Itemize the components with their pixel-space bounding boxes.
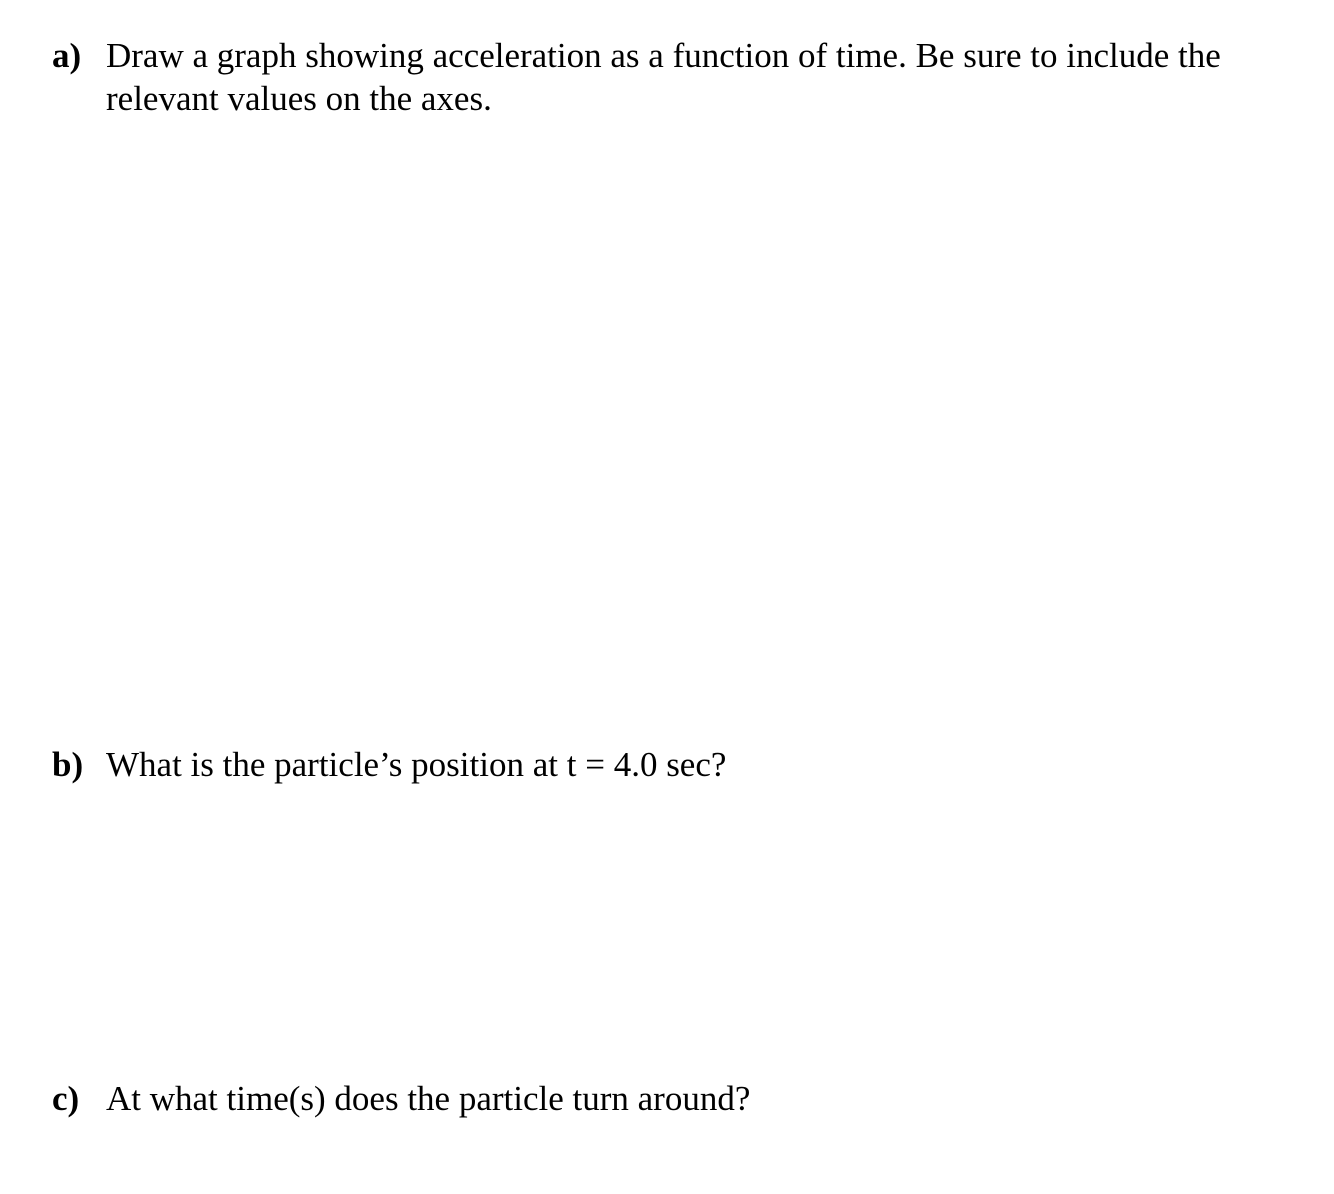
question-b-text: What is the particle’s position at t = 4.0 sec? — [106, 745, 727, 784]
question-a-text: Draw a graph showing acceleration as a function of time. Be sure to include the relevant values on the axes. — [106, 36, 1221, 118]
question-a-label: a) — [52, 36, 82, 75]
question-a — [52, 34, 1292, 120]
question-b-label: b) — [52, 745, 84, 784]
question-c — [52, 1077, 1292, 1120]
question-c-label: c) — [52, 1079, 80, 1118]
question-b — [52, 743, 1292, 786]
question-c-text: At what time(s) does the particle turn around? — [106, 1079, 751, 1118]
